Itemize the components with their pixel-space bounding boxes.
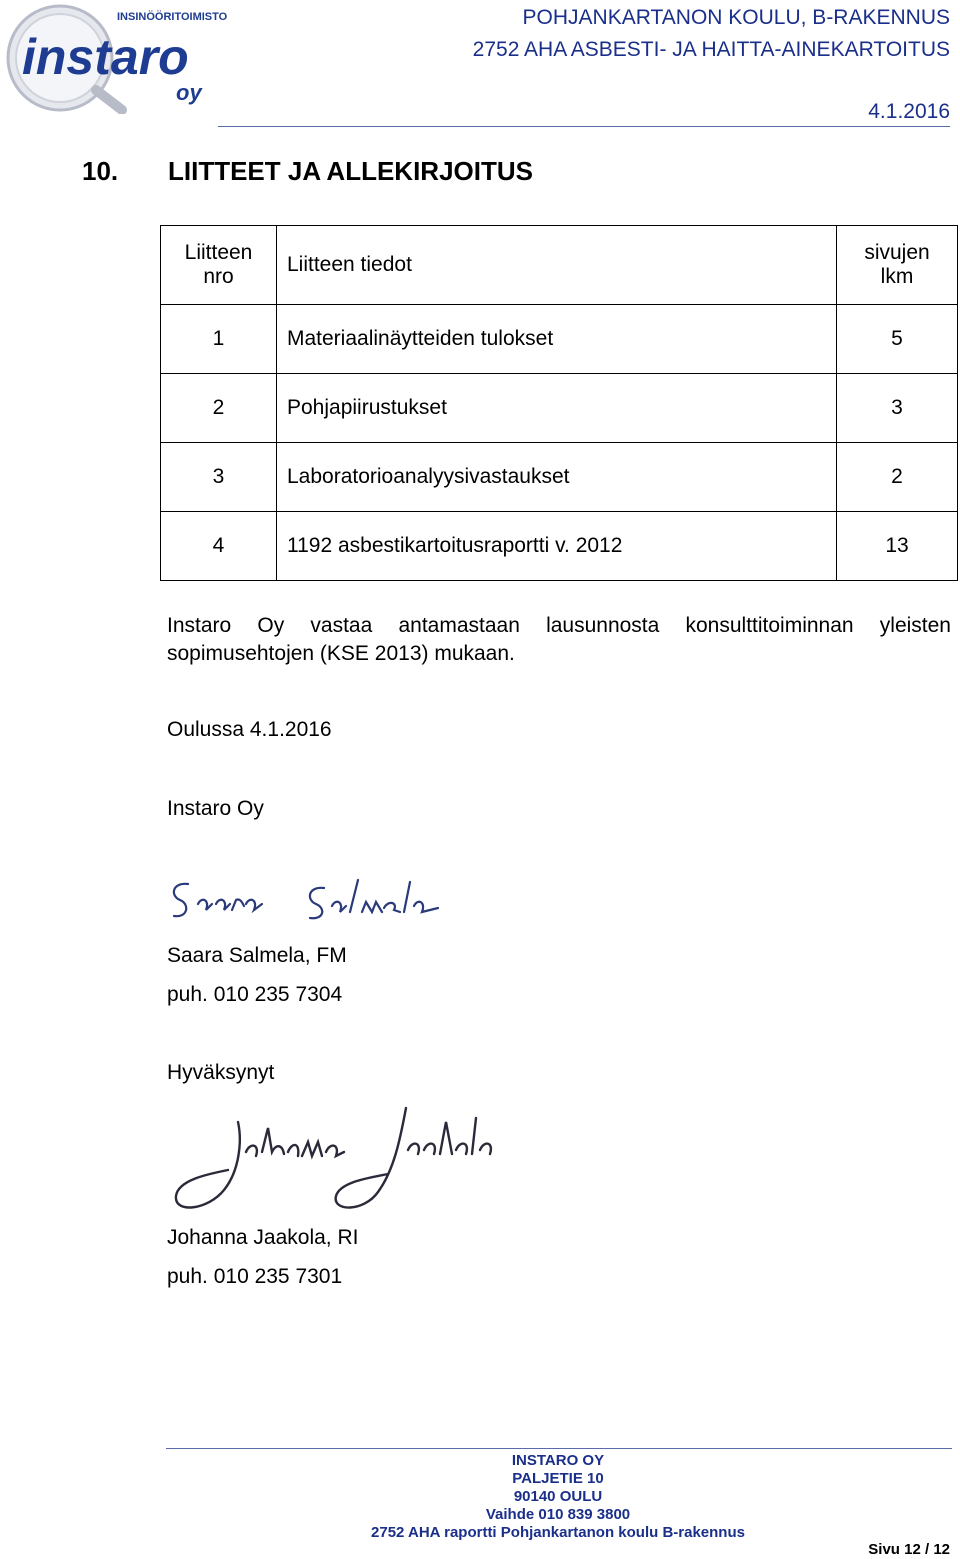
- document-title: POHJANKARTANON KOULU, B-RAKENNUS: [522, 6, 950, 29]
- footer-street: PALJETIE 10: [512, 1470, 604, 1487]
- signature-johanna-jaakola: [168, 1100, 498, 1223]
- svg-text:instaro: instaro: [22, 29, 189, 85]
- cell-info: Pohjapiirustukset: [277, 374, 837, 443]
- svg-text:oy: oy: [176, 80, 202, 105]
- document-subtitle: 2752 AHA ASBESTI- JA HAITTA-AINEKARTOITUS: [472, 38, 950, 61]
- page-number: Sivu 12 / 12: [868, 1541, 950, 1558]
- cell-info: Laboratorioanalyysivastaukset: [277, 443, 837, 512]
- signer1-phone: puh. 010 235 7304: [167, 983, 343, 1006]
- company-name: Instaro Oy: [167, 797, 264, 820]
- cell-pages: 13: [837, 512, 958, 581]
- header-attachment-number: Liitteen nro: [161, 226, 277, 305]
- cell-nro: 4: [161, 512, 277, 581]
- cell-info: Materiaalinäytteiden tulokset: [277, 305, 837, 374]
- footer-company: INSTARO OY: [511, 1452, 605, 1469]
- approved-label: Hyväksynyt: [167, 1061, 275, 1084]
- footer-phone: Vaihde 010 839 3800: [485, 1506, 631, 1523]
- footer-divider: [166, 1448, 952, 1449]
- section-number: 10.: [82, 156, 119, 186]
- cell-pages: 5: [837, 305, 958, 374]
- cell-nro: 2: [161, 374, 277, 443]
- header-divider: [218, 126, 950, 127]
- header-page-count: sivujen lkm: [837, 226, 958, 305]
- footer-report-name: 2752 AHA raportti Pohjankartanon koulu B-rakennus: [371, 1524, 745, 1541]
- attachments-table: [160, 225, 958, 581]
- footer-city: 90140 OULU: [513, 1488, 603, 1505]
- table-row: [161, 512, 958, 581]
- signature-saara-salmela: [168, 870, 458, 937]
- signer1-name: Saara Salmela, FM: [167, 944, 347, 967]
- table-row: [161, 374, 958, 443]
- table-row: [161, 443, 958, 512]
- document-date: 4.1.2016: [868, 100, 950, 123]
- section-heading: [82, 156, 533, 187]
- cell-pages: 3: [837, 374, 958, 443]
- cell-info: 1192 asbestikartoitusraportti v. 2012: [277, 512, 837, 581]
- company-logo: [4, 2, 232, 114]
- cell-nro: 1: [161, 305, 277, 374]
- cell-pages: 2: [837, 443, 958, 512]
- svg-text:INSINÖÖRITOIMISTO: INSINÖÖRITOIMISTO: [117, 11, 228, 23]
- header-attachment-info: Liitteen tiedot: [277, 226, 837, 305]
- table-header-row: [161, 226, 958, 305]
- table-row: [161, 305, 958, 374]
- cell-nro: 3: [161, 443, 277, 512]
- liability-statement: Instaro Oy vastaa antamastaan lausunnosta konsulttitoiminnan yleisten sopimusehtojen (KSE 2013) mukaan.: [167, 614, 951, 665]
- place-and-date: Oulussa 4.1.2016: [167, 718, 332, 741]
- section-title: LIITTEET JA ALLEKIRJOITUS: [168, 156, 533, 186]
- signer2-phone: puh. 010 235 7301: [167, 1265, 343, 1288]
- signer2-name: Johanna Jaakola, RI: [167, 1226, 359, 1249]
